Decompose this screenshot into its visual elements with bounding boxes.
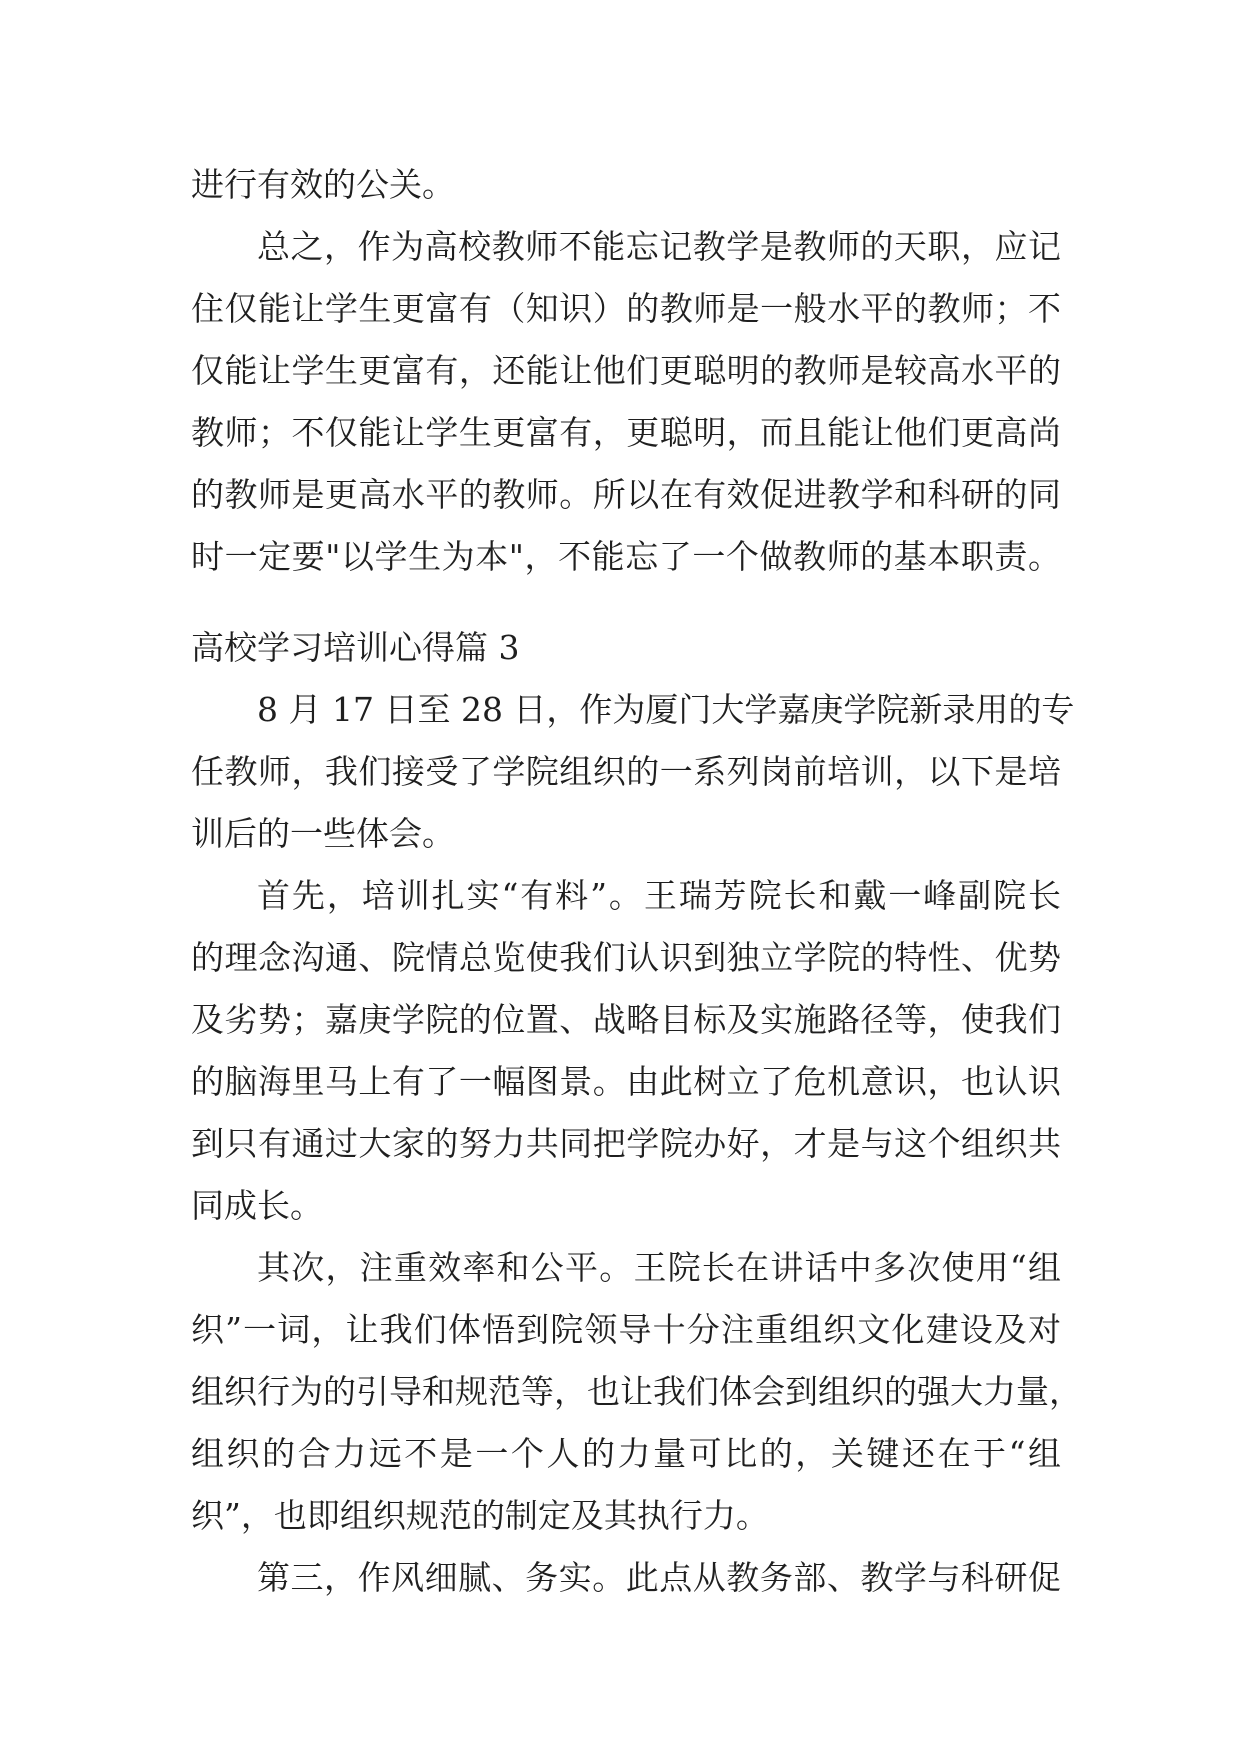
text-line: 的理念沟通、院情总览使我们认识到独立学院的特性、优势 <box>191 938 1061 977</box>
text-line: 的教师是更高水平的教师。所以在有效促进教学和科研的同 <box>191 475 1061 514</box>
text-line: 及劣势；嘉庚学院的位置、战略目标及实施路径等，使我们 <box>191 1000 1061 1039</box>
text-line: 织”，也即组织规范的制定及其执行力。 <box>191 1496 769 1535</box>
paragraph-first-line: 第三，作风细腻、务实。此点从教务部、教学与科研促 <box>257 1558 1061 1597</box>
text-line: 同成长。 <box>191 1186 323 1225</box>
text-line: 时一定要"以学生为本"，不能忘了一个做教师的基本职责。 <box>191 537 1061 576</box>
text-line: 到只有通过大家的努力共同把学院办好，才是与这个组织共 <box>191 1124 1061 1163</box>
text-line: 进行有效的公关。 <box>191 165 455 204</box>
paragraph-first-line: 其次，注重效率和公平。王院长在讲话中多次使用“组 <box>257 1248 1061 1287</box>
text-line: 的脑海里马上有了一幅图景。由此树立了危机意识，也认识 <box>191 1062 1061 1101</box>
text-line: 教师；不仅能让学生更富有，更聪明，而且能让他们更高尚 <box>191 413 1061 452</box>
text-line: 组织的合力远不是一个人的力量可比的，关键还在于“组 <box>191 1434 1061 1473</box>
text-line: 训后的一些体会。 <box>191 814 455 853</box>
text-line: 组织行为的引导和规范等，也让我们体会到组织的强大力量， <box>191 1372 1082 1411</box>
paragraph-first-line: 8 月 17 日至 28 日，作为厦门大学嘉庚学院新录用的专 <box>257 690 1075 729</box>
text-line: 任教师，我们接受了学院组织的一系列岗前培训，以下是培 <box>191 752 1061 791</box>
paragraph-first-line: 总之，作为高校教师不能忘记教学是教师的天职，应记 <box>257 227 1061 266</box>
section-heading: 高校学习培训心得篇 3 <box>191 628 520 667</box>
text-line: 仅能让学生更富有，还能让他们更聪明的教师是较高水平的 <box>191 351 1061 390</box>
paragraph-first-line: 首先，培训扎实“有料”。王瑞芳院长和戴一峰副院长 <box>257 876 1061 915</box>
text-line: 住仅能让学生更富有（知识）的教师是一般水平的教师；不 <box>191 289 1061 328</box>
text-line: 织”一词，让我们体悟到院领导十分注重组织文化建设及对 <box>191 1310 1061 1349</box>
